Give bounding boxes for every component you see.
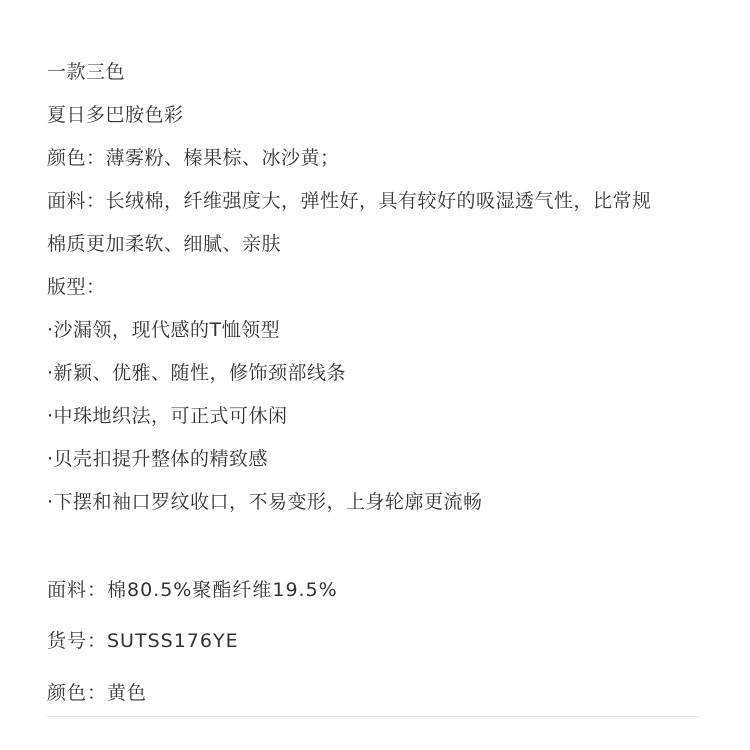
description-line: 面料：长绒棉，纤维强度大，弹性好，具有较好的吸湿透气性，比常规 bbox=[47, 190, 652, 212]
description-line: 夏日多巴胺色彩 bbox=[47, 104, 184, 126]
color-spec: 颜色：黄色 bbox=[47, 682, 148, 704]
description-line: ·沙漏领，现代感的T恤领型 bbox=[47, 319, 281, 341]
description-line: 棉质更加柔软、细腻、亲肤 bbox=[47, 233, 282, 255]
divider bbox=[47, 716, 701, 717]
material-spec: 面料：棉80.5%聚酯纤维19.5% bbox=[47, 579, 338, 601]
description-line: ·新颖、优雅、随性，修饰颈部线条 bbox=[47, 362, 347, 384]
description-line: 颜色：薄雾粉、榛果棕、冰沙黄； bbox=[47, 147, 340, 169]
item-number: 货号：SUTSS176YE bbox=[47, 630, 239, 652]
description-line: 版型： bbox=[47, 276, 106, 298]
description-line: 一款三色 bbox=[47, 61, 126, 83]
description-line: ·下摆和袖口罗纹收口，不易变形，上身轮廓更流畅 bbox=[47, 491, 483, 513]
description-line: ·贝壳扣提升整体的精致感 bbox=[47, 448, 269, 470]
description-line: ·中珠地织法，可正式可休闲 bbox=[47, 405, 288, 427]
